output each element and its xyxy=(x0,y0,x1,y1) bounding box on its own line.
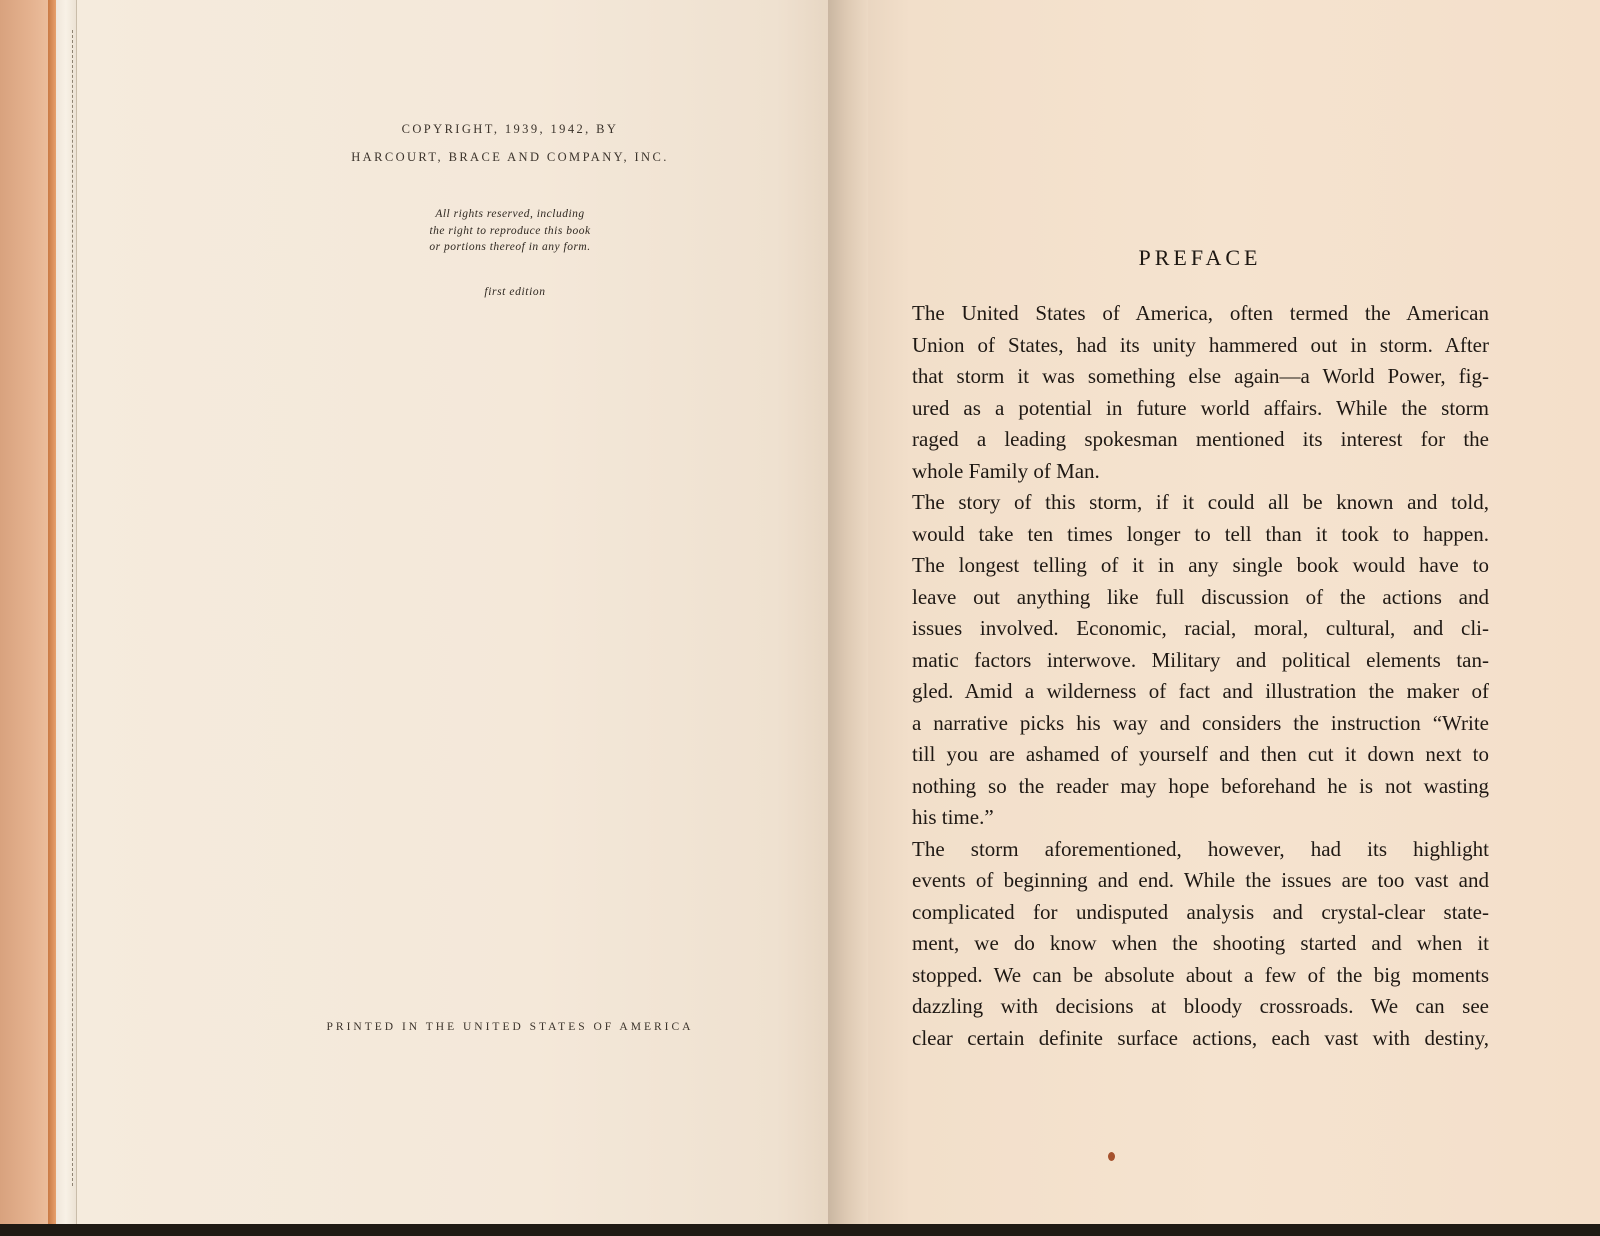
text-line: The United States of America, often termed the American xyxy=(912,301,1489,325)
text-line: his time.” xyxy=(912,805,994,829)
text-line: Union of States, had its unity hammered out in storm. After xyxy=(912,332,1489,357)
text-line: ured as a potential in future world affairs. While the storm xyxy=(912,395,1489,420)
book-gutter xyxy=(828,0,868,1226)
rights-line: All rights reserved, including xyxy=(435,208,585,220)
text-line: ment, we do know when the shooting started and when it xyxy=(912,931,1489,955)
text-line: matic factors interwove. Military and political elements tan- xyxy=(912,647,1489,672)
text-line: The story of this storm, if it could all be known and told, xyxy=(912,490,1489,514)
text-line: leave out anything like full discussion of the actions and xyxy=(912,584,1489,609)
text-line: that storm it was something else again—a World Power, fig- xyxy=(912,364,1489,388)
text-line: a narrative picks his way and considers the instruction “Write xyxy=(912,710,1489,735)
text-line: clear certain definite surface actions, each vast with destiny, xyxy=(912,1025,1489,1050)
text-line: The storm aforementioned, however, had its highlight xyxy=(912,836,1489,861)
paper-stain xyxy=(1108,1152,1115,1161)
text-line: gled. Amid a wilderness of fact and illustration the maker of xyxy=(912,679,1489,703)
edition-note: first edition xyxy=(484,286,546,298)
copyright-line: COPYRIGHT, 1939, 1942, BY xyxy=(401,122,619,136)
text-line: till you are ashamed of yourself and then cut it down next to xyxy=(912,742,1489,766)
text-line: issues involved. Economic, racial, moral, cultural, and cli- xyxy=(912,616,1489,640)
rights-line: or portions thereof in any form. xyxy=(429,241,591,253)
publisher-line: HARCOURT, BRACE AND COMPANY, INC. xyxy=(351,150,669,164)
text-line: stopped. We can be absolute about a few of the big moments xyxy=(912,962,1489,987)
text-line: complicated for undisputed analysis and crystal-clear state- xyxy=(912,899,1489,924)
page-title: PREFACE xyxy=(1138,245,1262,270)
left-page xyxy=(77,0,837,1226)
background-edge xyxy=(0,1224,1600,1236)
book-spine-edge xyxy=(48,0,56,1226)
copyright-notice xyxy=(320,115,700,171)
text-line: nothing so the reader may hope beforehand he is not wasting xyxy=(912,773,1489,798)
text-line: would take ten times longer to tell than it took to happen. xyxy=(912,521,1489,546)
text-line: raged a leading spokesman mentioned its interest for the xyxy=(912,427,1489,451)
text-line: events of beginning and end. While the issues are too vast and xyxy=(912,868,1489,892)
printed-in-note: PRINTED IN THE UNITED STATES OF AMERICA xyxy=(326,1021,694,1033)
book-cover-edge xyxy=(0,0,48,1226)
text-line: The longest telling of it in any single book would have to xyxy=(912,553,1489,577)
page-stack-edge xyxy=(56,0,77,1226)
rights-line: the right to reproduce this book xyxy=(429,224,591,237)
text-line: whole Family of Man. xyxy=(912,458,1100,483)
preface-body xyxy=(912,298,1489,1054)
rights-notice xyxy=(390,206,630,256)
text-line: dazzling with decisions at bloody crossroads. We can see xyxy=(912,994,1489,1018)
